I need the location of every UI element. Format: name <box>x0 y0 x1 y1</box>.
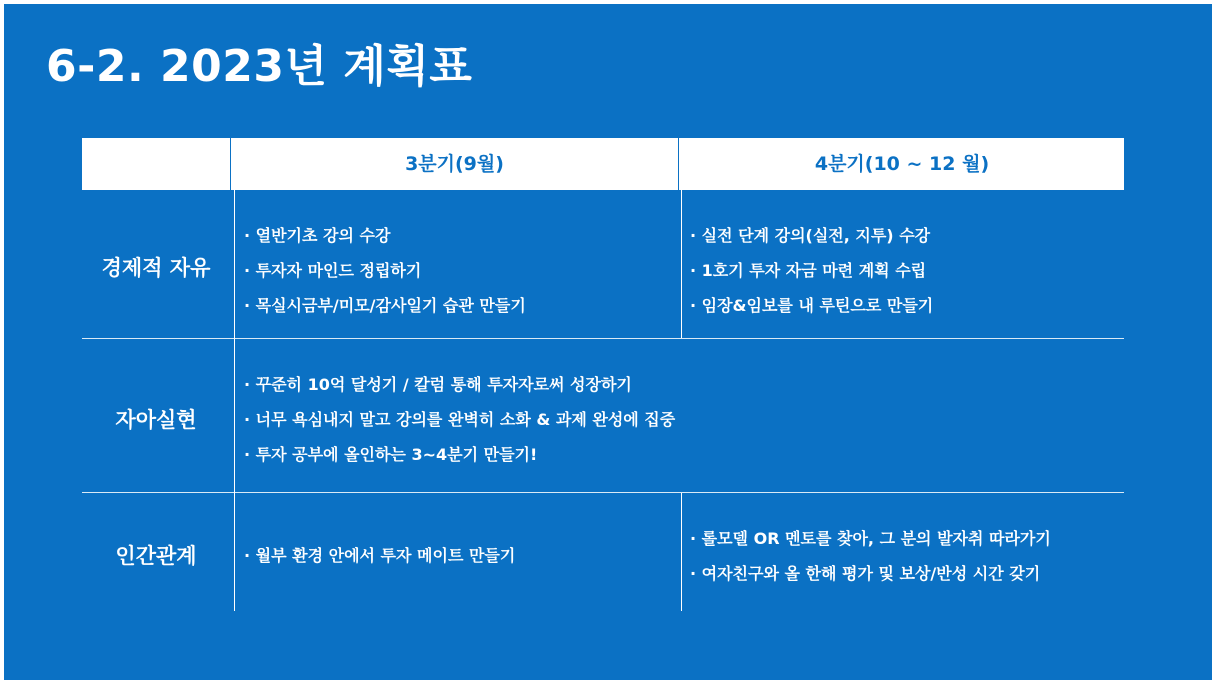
row3-q4-list <box>690 521 1051 591</box>
header-cell-q4: 4분기(10 ~ 12 월) <box>678 138 1125 190</box>
row1-q4-list <box>690 218 933 323</box>
list-item: · 꾸준히 10억 달성기 / 칼럼 통해 투자자로써 성장하기 <box>244 375 632 394</box>
list-item: · 투자자 마인드 정립하기 <box>244 261 422 280</box>
list-item: · 1호기 투자 자금 마련 계획 수립 <box>690 261 927 280</box>
list-item: · 임장&임보를 내 루틴으로 만들기 <box>690 296 934 315</box>
row1-q3-list <box>244 218 526 323</box>
header-cell-empty <box>82 138 229 190</box>
list-item: · 열반기초 강의 수강 <box>244 226 391 245</box>
list-item: · 롤모델 OR 멘토를 찾아, 그 분의 발자취 따라가기 <box>690 529 1051 548</box>
row-label-economic-freedom: 경제적 자유 <box>101 256 211 280</box>
list-item: · 실전 단계 강의(실전, 지투) 수강 <box>690 226 931 245</box>
row3-q3-list <box>244 538 515 573</box>
table-header-row <box>82 138 1124 190</box>
list-item: · 목실시금부/미모/감사일기 습관 만들기 <box>244 296 526 315</box>
list-item: · 월부 환경 안에서 투자 메이트 만들기 <box>244 546 516 565</box>
row2-span-list <box>244 367 675 472</box>
column-divider-q3-lower <box>681 493 682 611</box>
column-divider-label <box>234 190 235 611</box>
page-title: 6-2. 2023년 계획표 <box>46 41 473 92</box>
row-divider-1 <box>82 338 1124 339</box>
list-item: · 너무 욕심내지 말고 강의를 완벽히 소화 & 과제 완성에 집중 <box>244 410 676 429</box>
row-label-self-realization: 자아실현 <box>115 408 197 432</box>
header-cell-q3: 3분기(9월) <box>230 138 678 190</box>
column-divider-q3-upper <box>681 190 682 338</box>
row-label-relationships: 인간관계 <box>115 544 197 568</box>
list-item: · 투자 공부에 올인하는 3~4분기 만들기! <box>244 445 538 464</box>
list-item: · 여자친구와 올 한해 평가 및 보상/반성 시간 갖기 <box>690 564 1041 583</box>
row-divider-2 <box>82 492 1124 493</box>
